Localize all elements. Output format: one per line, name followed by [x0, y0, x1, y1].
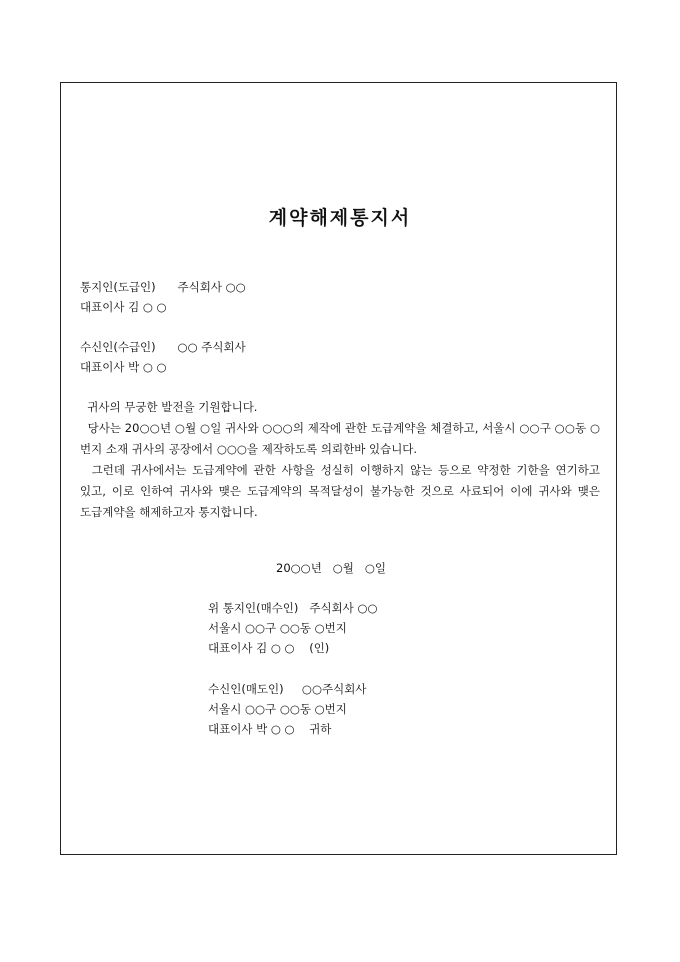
signature-sender-representative: 대표이사 김 ○ ○ (인) — [208, 641, 330, 655]
signature-sender-address: 서울시 ○○구 ○○동 ○번지 — [208, 621, 347, 635]
signature-receiver-title: 수신인(매도인) ○○주식회사 — [208, 682, 367, 696]
receiver-label-line: 수신인(수급인) ○○ 주식회사 — [80, 340, 246, 354]
body-termination-paragraph: 그런데 귀사에서는 도급계약에 관한 사항을 성실히 이행하지 않는 등으로 약정한 기한을 연기하고 있고, 이로 인하여 귀사와 맺은 도급계약의 목적달성이 불가능한 것으로 사료되어 이에 귀사와 맺은 도급계약을 해제하고자 통지합니다. — [80, 463, 604, 519]
body-contract-paragraph: 당사는 20○○년 ○월 ○일 귀사와 ○○○의 제작에 관한 도급계약을 체결하고, 서울시 ○○구 ○○동 ○번지 소재 귀사의 공장에서 ○○○을 제작하도록 의뢰한바 있습니다. — [80, 421, 601, 456]
document-title: 계약해제통지서 — [268, 207, 412, 229]
receiver-representative-line: 대표이사 박 ○ ○ — [80, 360, 167, 374]
body-greeting-paragraph: 귀사의 무궁한 발전을 기원합니다. — [80, 400, 258, 414]
signature-receiver-representative: 대표이사 박 ○ ○ 귀하 — [208, 722, 332, 736]
notice-date: 20○○년 ○월 ○일 — [276, 561, 387, 575]
signature-receiver-address: 서울시 ○○구 ○○동 ○번지 — [208, 702, 347, 716]
body-text — [80, 397, 604, 523]
signature-sender-title: 위 통지인(매수인) 주식회사 ○○ — [208, 601, 378, 615]
sender-representative-line: 대표이사 김 ○ ○ — [80, 300, 167, 314]
sender-label-line: 통지인(도급인) 주식회사 ○○ — [80, 280, 246, 294]
